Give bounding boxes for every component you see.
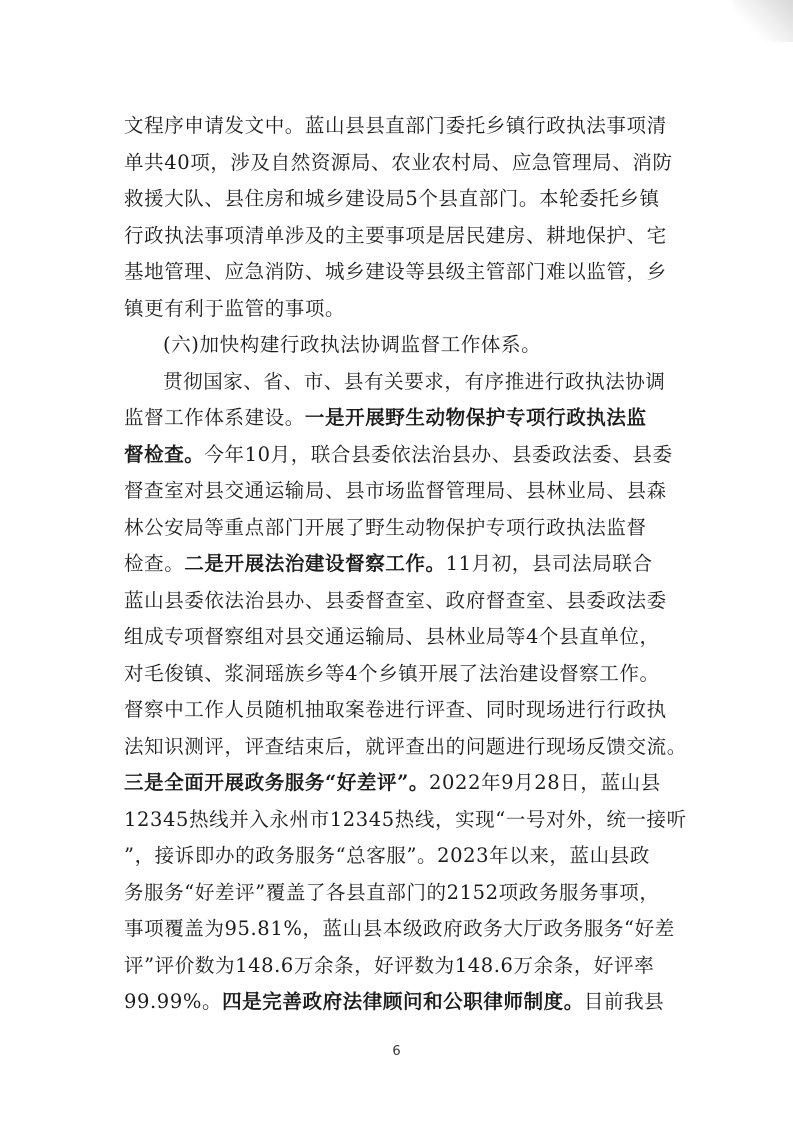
text-line: 督查室对县交通运输局、县市场监督管理局、县林业局、县森 bbox=[124, 479, 667, 502]
text-line: 组成专项督察组对县交通运输局、县林业局等4个县直单位， bbox=[124, 625, 660, 648]
section-heading: (六)加快构建行政执法协调监督工作体系。 bbox=[163, 333, 542, 356]
text-line: 12345热线并入永州市12345热线，实现“一号对外，统一接听 bbox=[124, 807, 687, 831]
text-line: 法知识测评，评查结束后，就评查出的问题进行现场反馈交流。 bbox=[124, 734, 687, 758]
text-line: 99.99%。四是完善政府法律顾问和公职律师制度。目前我县 bbox=[124, 990, 665, 1013]
bold-phrase: 三是全面开展政务服务“好差评”。 bbox=[124, 771, 430, 794]
text-line: 评”评价数为148.6万余条，好评数为148.6万余条，好评率 bbox=[124, 953, 655, 977]
body-text bbox=[124, 108, 687, 1021]
text-line: 检查。二是开展法治建设督察工作。11月初，县司法局联合 bbox=[124, 552, 653, 575]
text-line: 行政执法事项清单涉及的主要事项是居民建房、耕地保护、宅 bbox=[124, 223, 667, 247]
text-line: 对毛俊镇、浆洞瑶族乡等4个乡镇开展了法治建设督察工作。 bbox=[124, 661, 660, 685]
bold-phrase: 一是开展野生动物保护专项行政执法监 bbox=[304, 406, 647, 429]
text-line: 事项覆盖为95.81%，蓝山县本级政府政务大厅政务服务“好差 bbox=[124, 917, 675, 940]
text-line: 监督工作体系建设。一是开展野生动物保护专项行政执法监 bbox=[124, 406, 647, 429]
page-number: 6 bbox=[392, 1044, 401, 1059]
text-line: 三是全面开展政务服务“好差评”。2022年9月28日，蓝山县 bbox=[124, 771, 661, 794]
bold-phrase: 督检查。 bbox=[124, 442, 205, 466]
text-line: 贯彻国家、省、市、县有关要求，有序推进行政执法协调 bbox=[163, 369, 666, 393]
text-line: 镇更有利于监管的事项。 bbox=[124, 296, 346, 320]
text-line: 督察中工作人员随机抽取案卷进行评查、同时现场进行行政执 bbox=[124, 698, 667, 721]
scan-shadow bbox=[733, 0, 793, 42]
bold-phrase: 四是完善政府法律顾问和公职律师制度。 bbox=[222, 990, 584, 1013]
text-line: 蓝山县委依法治县办、县委督查室、政府督查室、县委政法委 bbox=[124, 588, 667, 612]
text-line: 务服务“好差评”覆盖了各县直部门的2152项政务服务事项， bbox=[124, 880, 660, 904]
text-line: 督检查。今年10月，联合县委依法治县办、县委政法委、县委 bbox=[124, 442, 673, 466]
text-line: 文程序申请发文中。蓝山县县直部门委托乡镇行政执法事项清 bbox=[124, 114, 667, 137]
text-line: 救援大队、县住房和城乡建设局5个县直部门。本轮委托乡镇 bbox=[124, 187, 660, 210]
bold-phrase: 二是开展法治建设督察工作。 bbox=[184, 552, 446, 575]
text-line: 基地管理、应急消防、城乡建设等县级主管部门难以监管，乡 bbox=[124, 260, 667, 283]
text-line: 单共40项，涉及自然资源局、农业农村局、应急管理局、消防 bbox=[124, 150, 673, 174]
text-line: ”，接诉即办的政务服务“总客服”。2023年以来，蓝山县政 bbox=[124, 844, 650, 867]
text-line: 林公安局等重点部门开展了野生动物保护专项行政执法监督 bbox=[124, 515, 647, 539]
